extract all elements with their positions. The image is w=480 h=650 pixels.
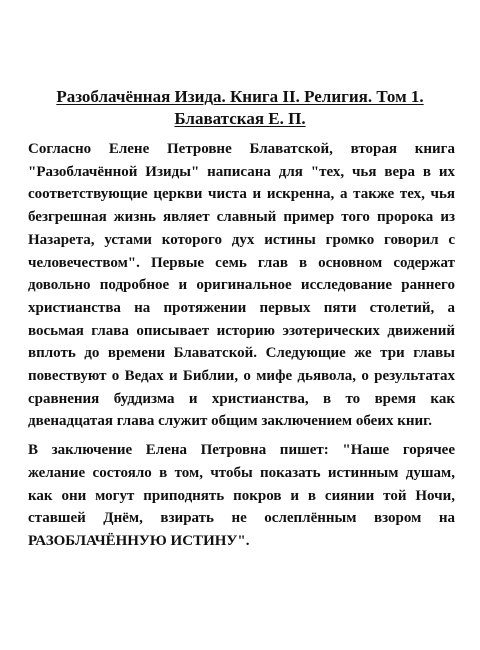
document-body <box>28 138 455 559</box>
paragraph-2: В заключение Елена Петровна пишет: "Наше горячее желание состояло в том, чтобы показать истинным душам, как они могут приподнять покров и в сиянии той Ночи, ставшей Днём, взирать не ослеплённым взором на РАЗОБЛАЧЁННУЮ ИСТИНУ". <box>28 442 455 549</box>
title-line-2: Блаватская Е. П. <box>174 109 306 128</box>
document-title <box>20 86 460 130</box>
title-line-1: Разоблачённая Изида. Книга II. Религия. Том 1. <box>56 87 424 106</box>
paragraph-1: Согласно Елене Петровне Блаватской, вторая книга "Разоблачённой Изиды" написана для "тех, чья вера в их соответствующие церкви чиста и искренна, а также тех, чья безгрешная жизнь являет славный пример того пророка из Назарета, устами которого дух истины громко говорил с человечеством". Первые семь глав в основном содержат довольно подробное и оригинальное исследование раннего христианства на протяжении первых пяти столетий, а восьмая глава описывает историю эзотерических движений вплоть до времени Блаватской. Следующие же три главы повествуют о Ведах и Библии, о мифе дьявола, о результатах сравнения буддизма и христианства, в то время как двенадцатая глава служит общим заключением обеих книг. <box>28 141 455 430</box>
